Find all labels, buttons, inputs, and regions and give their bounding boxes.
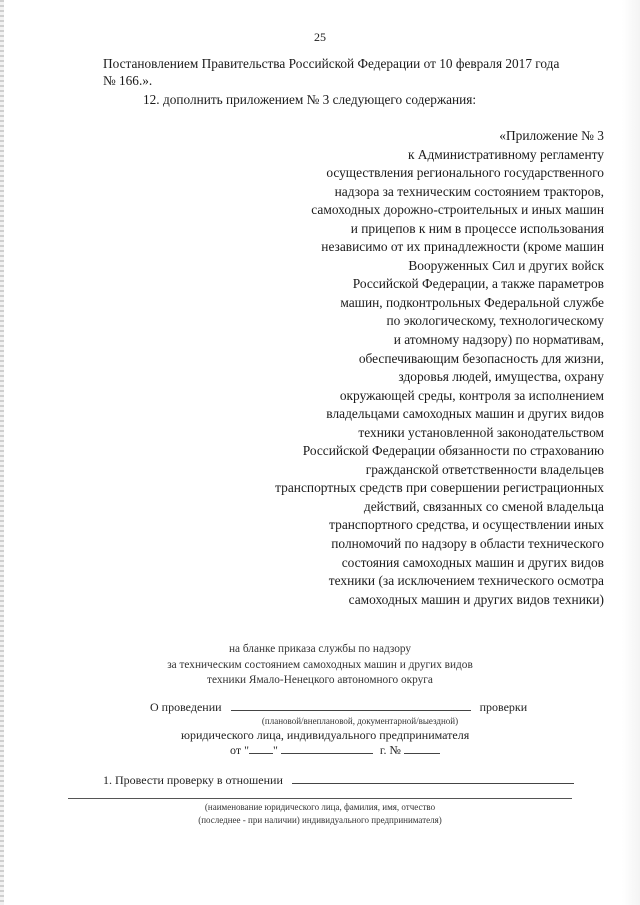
check-type-caption: (плановой/внеплановой, документарной/выездной) <box>261 716 459 726</box>
appendix-line: Российской Федерации обязанности по страхованию <box>302 443 604 459</box>
appendix-line: состояния самоходных машин и других видов <box>341 554 604 570</box>
appendix-line: к Административному регламенту <box>407 146 604 162</box>
date-month-blank[interactable] <box>281 753 373 754</box>
order-number-blank[interactable] <box>404 753 440 754</box>
appendix-line: Российской Федерации, а также параметров <box>352 276 604 292</box>
appendix-line: и атомному надзору) по нормативам, <box>393 332 604 348</box>
form-header <box>0 642 640 689</box>
appendix-line: по экологическому, технологическому <box>386 313 604 329</box>
entity-caption-2: (последнее - при наличии) индивидуального предпринимателя) <box>198 815 442 825</box>
entity-name-blank[interactable] <box>292 783 574 784</box>
intro-line-1: Постановлением Правительства Российской Федерации от 10 февраля 2017 года <box>103 56 560 71</box>
scan-edge-left <box>0 0 4 905</box>
appendix-line: обеспечивающим безопасность для жизни, <box>358 350 604 366</box>
item-1-label: 1. Провести проверку в отношении <box>103 773 283 787</box>
appendix-line: техники установленной законодательством <box>358 424 604 440</box>
conduct-row <box>150 700 527 715</box>
appendix-line: здоровья людей, имущества, охрану <box>398 369 604 385</box>
form-header-line: техники Ямало-Ненецкого автономного округа <box>207 674 433 686</box>
appendix-line: гражданской ответственности владельцев <box>365 461 604 477</box>
appendix-line: владельцами самоходных машин и других видов <box>326 406 604 422</box>
appendix-line: надзора за техническим состоянием тракторов, <box>334 183 604 199</box>
appendix-line: и прицепов к ним в процессе использования <box>350 220 604 236</box>
check-type-blank[interactable] <box>231 710 471 711</box>
date-year-label: г. № <box>379 743 401 757</box>
date-mid: " <box>272 743 278 757</box>
date-prefix: от " <box>230 743 249 757</box>
date-day-blank[interactable] <box>249 753 273 754</box>
form-header-line: за техническим состоянием самоходных машин и других видов <box>167 658 473 671</box>
appendix-line: независимо от их принадлежности (кроме машин <box>321 239 604 255</box>
appendix-heading <box>184 127 604 609</box>
appendix-line: «Приложение № 3 <box>499 128 604 143</box>
appendix-line: самоходных дорожно-строительных и иных машин <box>311 202 604 218</box>
intro-line-2: № 166.». <box>103 73 153 88</box>
appendix-line: окружающей среды, контроля за исполнением <box>339 387 604 403</box>
entity-caption-1: (наименование юридического лица, фамилия, имя, отчество <box>204 802 436 812</box>
check-label: проверки <box>479 700 528 714</box>
entity-name-rule <box>68 798 572 799</box>
appendix-line: транспортных средств при совершении регистрационных <box>275 480 604 496</box>
appendix-line: самоходных машин и других видов техники) <box>348 591 604 607</box>
item-12-text: 12. дополнить приложением № 3 следующего содержания: <box>143 92 477 107</box>
appendix-line: Вооруженных Сил и других войск <box>408 257 604 273</box>
form-header-line: на бланке приказа службы по надзору <box>228 643 412 655</box>
appendix-line: машин, подконтрольных Федеральной службе <box>340 294 604 310</box>
appendix-line: полномочий по надзору в области технического <box>331 536 604 552</box>
page-number: 25 <box>314 30 326 44</box>
appendix-line: техники (за исключением технического осмотра <box>328 573 604 589</box>
appendix-line: осуществления регионального государственного <box>326 165 604 181</box>
date-row <box>230 743 440 758</box>
entity-line: юридического лица, индивидуального предпринимателя <box>181 728 470 742</box>
appendix-line: транспортного средства, и осуществлении иных <box>329 517 604 533</box>
appendix-line: действий, связанных со сменой владельца <box>363 498 604 514</box>
conduct-label: О проведении <box>150 700 222 714</box>
scan-edge-right <box>622 0 640 905</box>
item-1-row <box>103 773 574 788</box>
